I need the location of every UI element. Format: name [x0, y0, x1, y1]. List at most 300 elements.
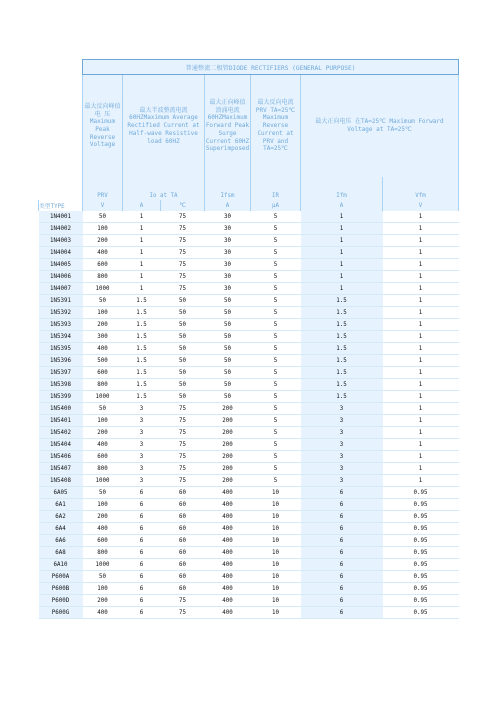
ifsm-value: 200 — [205, 439, 251, 451]
temp-value: 60 — [161, 511, 205, 523]
ifm-value: 6 — [301, 607, 383, 619]
io-value: 6 — [123, 523, 161, 535]
table-row — [39, 211, 459, 223]
ifm-value: 1.5 — [301, 343, 383, 355]
vfm-value: 1 — [383, 271, 459, 283]
prv-value: 1000 — [83, 391, 123, 403]
vfm-value: 1 — [383, 355, 459, 367]
ifm-value: 1.5 — [301, 391, 383, 403]
symbol-prv: PRV — [83, 191, 123, 200]
ifsm-value: 200 — [205, 475, 251, 487]
io-value: 6 — [123, 499, 161, 511]
ifm-value: 6 — [301, 595, 383, 607]
ifsm-value: 30 — [205, 283, 251, 295]
part-number: 1N5406 — [39, 451, 83, 463]
prv-value: 50 — [83, 211, 123, 223]
ifsm-value: 30 — [205, 271, 251, 283]
table-row — [39, 535, 459, 547]
prv-value: 50 — [83, 571, 123, 583]
ifsm-value: 200 — [205, 451, 251, 463]
table-row — [39, 415, 459, 427]
temp-value: 75 — [161, 415, 205, 427]
table-row — [39, 295, 459, 307]
vfm-value: 1 — [383, 307, 459, 319]
table-row — [39, 451, 459, 463]
ifm-value: 1.5 — [301, 331, 383, 343]
ifm-value: 6 — [301, 487, 383, 499]
ifsm-value: 400 — [205, 499, 251, 511]
ir-value: 5 — [251, 403, 301, 415]
part-number: 1N4007 — [39, 283, 83, 295]
temp-value: 60 — [161, 571, 205, 583]
io-value: 1.5 — [123, 367, 161, 379]
ifsm-value: 400 — [205, 547, 251, 559]
ifm-value: 1.5 — [301, 367, 383, 379]
io-value: 1 — [123, 211, 161, 223]
part-number: 6A1 — [39, 499, 83, 511]
part-number: 1N5394 — [39, 331, 83, 343]
io-value: 1 — [123, 235, 161, 247]
ifm-value: 6 — [301, 535, 383, 547]
part-number: 1N5399 — [39, 391, 83, 403]
temp-value: 75 — [161, 283, 205, 295]
ir-value: 5 — [251, 271, 301, 283]
table-row — [39, 319, 459, 331]
vfm-value: 1 — [383, 283, 459, 295]
temp-value: 75 — [161, 247, 205, 259]
ifsm-value: 50 — [205, 367, 251, 379]
part-number: 1N5397 — [39, 367, 83, 379]
prv-value: 600 — [83, 259, 123, 271]
vfm-value: 1 — [383, 223, 459, 235]
io-value: 1.5 — [123, 295, 161, 307]
ifm-value: 6 — [301, 511, 383, 523]
prv-value: 400 — [83, 607, 123, 619]
part-number: 1N5401 — [39, 415, 83, 427]
ifm-value: 6 — [301, 547, 383, 559]
part-number: 6A05 — [39, 487, 83, 499]
table-row — [39, 223, 459, 235]
table-row — [39, 271, 459, 283]
temp-value: 75 — [161, 439, 205, 451]
temp-value: 60 — [161, 547, 205, 559]
ifsm-value: 200 — [205, 463, 251, 475]
prv-value: 200 — [83, 595, 123, 607]
part-number: 1N4002 — [39, 223, 83, 235]
ir-value: 5 — [251, 379, 301, 391]
vfm-value: 1 — [383, 319, 459, 331]
part-number: 6A2 — [39, 511, 83, 523]
vfm-value: 1 — [383, 331, 459, 343]
io-value: 1.5 — [123, 343, 161, 355]
ifsm-value: 400 — [205, 595, 251, 607]
table-row — [39, 391, 459, 403]
ir-value: 5 — [251, 439, 301, 451]
temp-value: 50 — [161, 319, 205, 331]
diode-spec-sheet — [38, 59, 458, 619]
ifsm-value: 400 — [205, 511, 251, 523]
temp-value: 50 — [161, 355, 205, 367]
table-title: 普通整流二极管DIODE RECTIFIERS (GENERAL PURPOSE) — [83, 60, 459, 75]
vfm-value: 0.95 — [383, 511, 459, 523]
io-value: 1.5 — [123, 319, 161, 331]
unit-microamp: μA — [251, 200, 301, 211]
ifm-value: 1 — [301, 283, 383, 295]
io-value: 6 — [123, 535, 161, 547]
ir-value: 10 — [251, 571, 301, 583]
ifm-value: 1.5 — [301, 355, 383, 367]
vfm-value: 1 — [383, 295, 459, 307]
vfm-value: 1 — [383, 415, 459, 427]
ir-value: 5 — [251, 451, 301, 463]
io-value: 1.5 — [123, 307, 161, 319]
prv-value: 100 — [83, 307, 123, 319]
io-value: 3 — [123, 463, 161, 475]
prv-value: 500 — [83, 355, 123, 367]
temp-value: 50 — [161, 343, 205, 355]
temp-value: 50 — [161, 379, 205, 391]
temp-value: 50 — [161, 307, 205, 319]
table-row — [39, 379, 459, 391]
ir-value: 10 — [251, 583, 301, 595]
ir-value: 10 — [251, 523, 301, 535]
ifsm-value: 400 — [205, 571, 251, 583]
temp-value: 50 — [161, 367, 205, 379]
prv-value: 600 — [83, 535, 123, 547]
vfm-value: 1 — [383, 259, 459, 271]
prv-value: 400 — [83, 439, 123, 451]
ifm-value: 3 — [301, 463, 383, 475]
diode-table — [38, 59, 459, 619]
io-value: 3 — [123, 475, 161, 487]
vfm-value: 0.95 — [383, 499, 459, 511]
part-number: 6A8 — [39, 547, 83, 559]
table-row — [39, 559, 459, 571]
ir-value: 5 — [251, 463, 301, 475]
header-max-reverse-voltage: 最大反向峰值 电 压 Maximum Peak Reverse Voltage — [83, 75, 123, 178]
ir-value: 5 — [251, 355, 301, 367]
header-rectified-current: 最大半波整流电流 60HZMaximum Average Rectified Current at Half-wave Resistive load 60HZ — [123, 75, 205, 178]
ifsm-value: 30 — [205, 211, 251, 223]
ifsm-value: 400 — [205, 487, 251, 499]
part-number: 1N4004 — [39, 247, 83, 259]
part-number: 1N4005 — [39, 259, 83, 271]
temp-value: 50 — [161, 391, 205, 403]
ifm-value: 1 — [301, 271, 383, 283]
part-number: 1N5402 — [39, 427, 83, 439]
part-number: 1N5408 — [39, 475, 83, 487]
part-number: 1N5404 — [39, 439, 83, 451]
prv-value: 200 — [83, 319, 123, 331]
vfm-value: 1 — [383, 475, 459, 487]
ir-value: 5 — [251, 295, 301, 307]
temp-value: 50 — [161, 295, 205, 307]
part-number: 1N5398 — [39, 379, 83, 391]
prv-value: 50 — [83, 487, 123, 499]
ifm-value: 1 — [301, 223, 383, 235]
header-reverse-current: 最大反向电流 PRV TA=25℃ Maximum Reverse Current at PRV and TA=25℃ — [251, 75, 301, 178]
unit-celsius: ℃ — [161, 200, 205, 211]
prv-value: 200 — [83, 427, 123, 439]
prv-value: 50 — [83, 403, 123, 415]
ir-value: 10 — [251, 595, 301, 607]
part-number: P600B — [39, 583, 83, 595]
temp-value: 75 — [161, 271, 205, 283]
ifsm-value: 400 — [205, 559, 251, 571]
io-value: 1.5 — [123, 391, 161, 403]
table-row — [39, 583, 459, 595]
table-row — [39, 547, 459, 559]
part-number: 1N5392 — [39, 307, 83, 319]
ifm-value: 6 — [301, 499, 383, 511]
io-value: 1.5 — [123, 379, 161, 391]
part-number: P600D — [39, 595, 83, 607]
io-value: 1.5 — [123, 355, 161, 367]
io-value: 3 — [123, 427, 161, 439]
unit-v-forward: V — [383, 200, 459, 211]
io-value: 3 — [123, 451, 161, 463]
ifm-value: 1.5 — [301, 307, 383, 319]
prv-value: 200 — [83, 511, 123, 523]
ifsm-value: 30 — [205, 259, 251, 271]
vfm-value: 0.95 — [383, 535, 459, 547]
temp-value: 75 — [161, 607, 205, 619]
vfm-value: 0.95 — [383, 487, 459, 499]
temp-value: 75 — [161, 235, 205, 247]
temp-value: 60 — [161, 583, 205, 595]
io-value: 3 — [123, 415, 161, 427]
prv-value: 100 — [83, 223, 123, 235]
ifm-value: 6 — [301, 571, 383, 583]
ir-value: 5 — [251, 391, 301, 403]
io-value: 3 — [123, 403, 161, 415]
table-row — [39, 355, 459, 367]
prv-value: 50 — [83, 295, 123, 307]
temp-value: 75 — [161, 259, 205, 271]
io-value: 3 — [123, 439, 161, 451]
header-forward-voltage: 最大正向电压 在TA=25℃ Maximum Forward Voltage at TA=25℃ — [301, 75, 459, 178]
table-row — [39, 235, 459, 247]
table-row — [39, 571, 459, 583]
part-number: 6A10 — [39, 559, 83, 571]
ifm-value: 3 — [301, 439, 383, 451]
temp-value: 50 — [161, 331, 205, 343]
table-row — [39, 463, 459, 475]
ifsm-value: 50 — [205, 379, 251, 391]
ifm-value: 3 — [301, 475, 383, 487]
vfm-value: 1 — [383, 211, 459, 223]
vfm-value: 1 — [383, 379, 459, 391]
ir-value: 5 — [251, 211, 301, 223]
ifsm-value: 400 — [205, 607, 251, 619]
temp-value: 75 — [161, 223, 205, 235]
ifm-value: 6 — [301, 583, 383, 595]
table-row — [39, 487, 459, 499]
ifm-value: 3 — [301, 415, 383, 427]
ir-value: 5 — [251, 415, 301, 427]
unit-a-forward: A — [301, 200, 383, 211]
symbol-vfm: Vfm — [383, 191, 459, 200]
io-value: 6 — [123, 583, 161, 595]
unit-a: A — [123, 200, 161, 211]
prv-value: 100 — [83, 583, 123, 595]
ir-value: 5 — [251, 367, 301, 379]
part-number: 1N5391 — [39, 295, 83, 307]
io-value: 6 — [123, 511, 161, 523]
unit-a-surge: A — [205, 200, 251, 211]
temp-value: 75 — [161, 403, 205, 415]
temp-value: 60 — [161, 487, 205, 499]
ir-value: 10 — [251, 511, 301, 523]
vfm-value: 1 — [383, 235, 459, 247]
ifm-value: 1 — [301, 235, 383, 247]
prv-value: 400 — [83, 343, 123, 355]
temp-value: 75 — [161, 595, 205, 607]
vfm-value: 0.95 — [383, 595, 459, 607]
prv-value: 1000 — [83, 475, 123, 487]
prv-value: 400 — [83, 523, 123, 535]
ifsm-value: 50 — [205, 343, 251, 355]
ir-value: 5 — [251, 283, 301, 295]
part-number: 1N4001 — [39, 211, 83, 223]
ir-value: 10 — [251, 535, 301, 547]
ifm-value: 1.5 — [301, 319, 383, 331]
table-row — [39, 511, 459, 523]
vfm-value: 1 — [383, 439, 459, 451]
ir-value: 10 — [251, 559, 301, 571]
ifm-value: 1.5 — [301, 379, 383, 391]
temp-value: 75 — [161, 451, 205, 463]
ir-value: 10 — [251, 487, 301, 499]
ifsm-value: 50 — [205, 307, 251, 319]
table-row — [39, 343, 459, 355]
table-row — [39, 283, 459, 295]
ir-value: 5 — [251, 235, 301, 247]
table-row — [39, 607, 459, 619]
ifsm-value: 400 — [205, 535, 251, 547]
symbol-ifsm: Ifsm — [205, 191, 251, 200]
ifm-value: 3 — [301, 403, 383, 415]
prv-value: 800 — [83, 271, 123, 283]
table-row — [39, 427, 459, 439]
part-number: 1N4003 — [39, 235, 83, 247]
ifm-value: 1 — [301, 259, 383, 271]
io-value: 6 — [123, 571, 161, 583]
table-row — [39, 523, 459, 535]
table-row — [39, 367, 459, 379]
ifsm-value: 400 — [205, 523, 251, 535]
prv-value: 300 — [83, 331, 123, 343]
ir-value: 10 — [251, 499, 301, 511]
temp-value: 60 — [161, 535, 205, 547]
part-number: 1N5393 — [39, 319, 83, 331]
vfm-value: 1 — [383, 403, 459, 415]
symbol-io: Io at TA — [123, 191, 205, 200]
table-row — [39, 259, 459, 271]
type-column-header: 类型TYPE — [39, 200, 83, 211]
prv-value: 100 — [83, 415, 123, 427]
table-row — [39, 475, 459, 487]
ifsm-value: 50 — [205, 319, 251, 331]
io-value: 1 — [123, 271, 161, 283]
symbol-ifm: Ifm — [301, 191, 383, 200]
prv-value: 600 — [83, 367, 123, 379]
io-value: 6 — [123, 595, 161, 607]
ifsm-value: 30 — [205, 235, 251, 247]
io-value: 1 — [123, 259, 161, 271]
io-value: 6 — [123, 487, 161, 499]
temp-value: 75 — [161, 475, 205, 487]
ifsm-value: 50 — [205, 391, 251, 403]
part-number: 1N4006 — [39, 271, 83, 283]
vfm-value: 1 — [383, 391, 459, 403]
vfm-value: 0.95 — [383, 583, 459, 595]
temp-value: 60 — [161, 499, 205, 511]
vfm-value: 0.95 — [383, 559, 459, 571]
ifsm-value: 50 — [205, 295, 251, 307]
part-number: 6A4 — [39, 523, 83, 535]
ifsm-value: 30 — [205, 223, 251, 235]
prv-value: 600 — [83, 451, 123, 463]
ir-value: 5 — [251, 259, 301, 271]
ifm-value: 3 — [301, 451, 383, 463]
part-number: 1N5395 — [39, 343, 83, 355]
vfm-value: 1 — [383, 427, 459, 439]
ir-value: 5 — [251, 319, 301, 331]
symbol-ir: IR — [251, 191, 301, 200]
part-number: P600A — [39, 571, 83, 583]
part-number: 1N5400 — [39, 403, 83, 415]
table-row — [39, 247, 459, 259]
vfm-value: 1 — [383, 451, 459, 463]
ifsm-value: 200 — [205, 427, 251, 439]
prv-value: 100 — [83, 499, 123, 511]
temp-value: 75 — [161, 211, 205, 223]
ifm-value: 1 — [301, 211, 383, 223]
io-value: 1 — [123, 247, 161, 259]
temp-value: 60 — [161, 523, 205, 535]
header-surge-current: 最大正向峰值 浪涌电流 60HZMaximum Forward Peak Surge Current 60HZ Superimposed — [205, 75, 251, 178]
ir-value: 10 — [251, 607, 301, 619]
ifsm-value: 30 — [205, 247, 251, 259]
ir-value: 5 — [251, 307, 301, 319]
prv-value: 1000 — [83, 283, 123, 295]
ifsm-value: 50 — [205, 355, 251, 367]
unit-v: V — [83, 200, 123, 211]
vfm-value: 0.95 — [383, 607, 459, 619]
ifsm-value: 200 — [205, 403, 251, 415]
part-number: P600G — [39, 607, 83, 619]
table-row — [39, 403, 459, 415]
io-value: 6 — [123, 559, 161, 571]
table-row — [39, 307, 459, 319]
prv-value: 800 — [83, 547, 123, 559]
ir-value: 10 — [251, 547, 301, 559]
ir-value: 5 — [251, 343, 301, 355]
temp-value: 75 — [161, 463, 205, 475]
ifsm-value: 400 — [205, 583, 251, 595]
prv-value: 800 — [83, 463, 123, 475]
vfm-value: 1 — [383, 367, 459, 379]
io-value: 6 — [123, 607, 161, 619]
table-row — [39, 439, 459, 451]
ifm-value: 1 — [301, 247, 383, 259]
ir-value: 5 — [251, 427, 301, 439]
ir-value: 5 — [251, 475, 301, 487]
ir-value: 5 — [251, 223, 301, 235]
ifsm-value: 50 — [205, 331, 251, 343]
ir-value: 5 — [251, 331, 301, 343]
